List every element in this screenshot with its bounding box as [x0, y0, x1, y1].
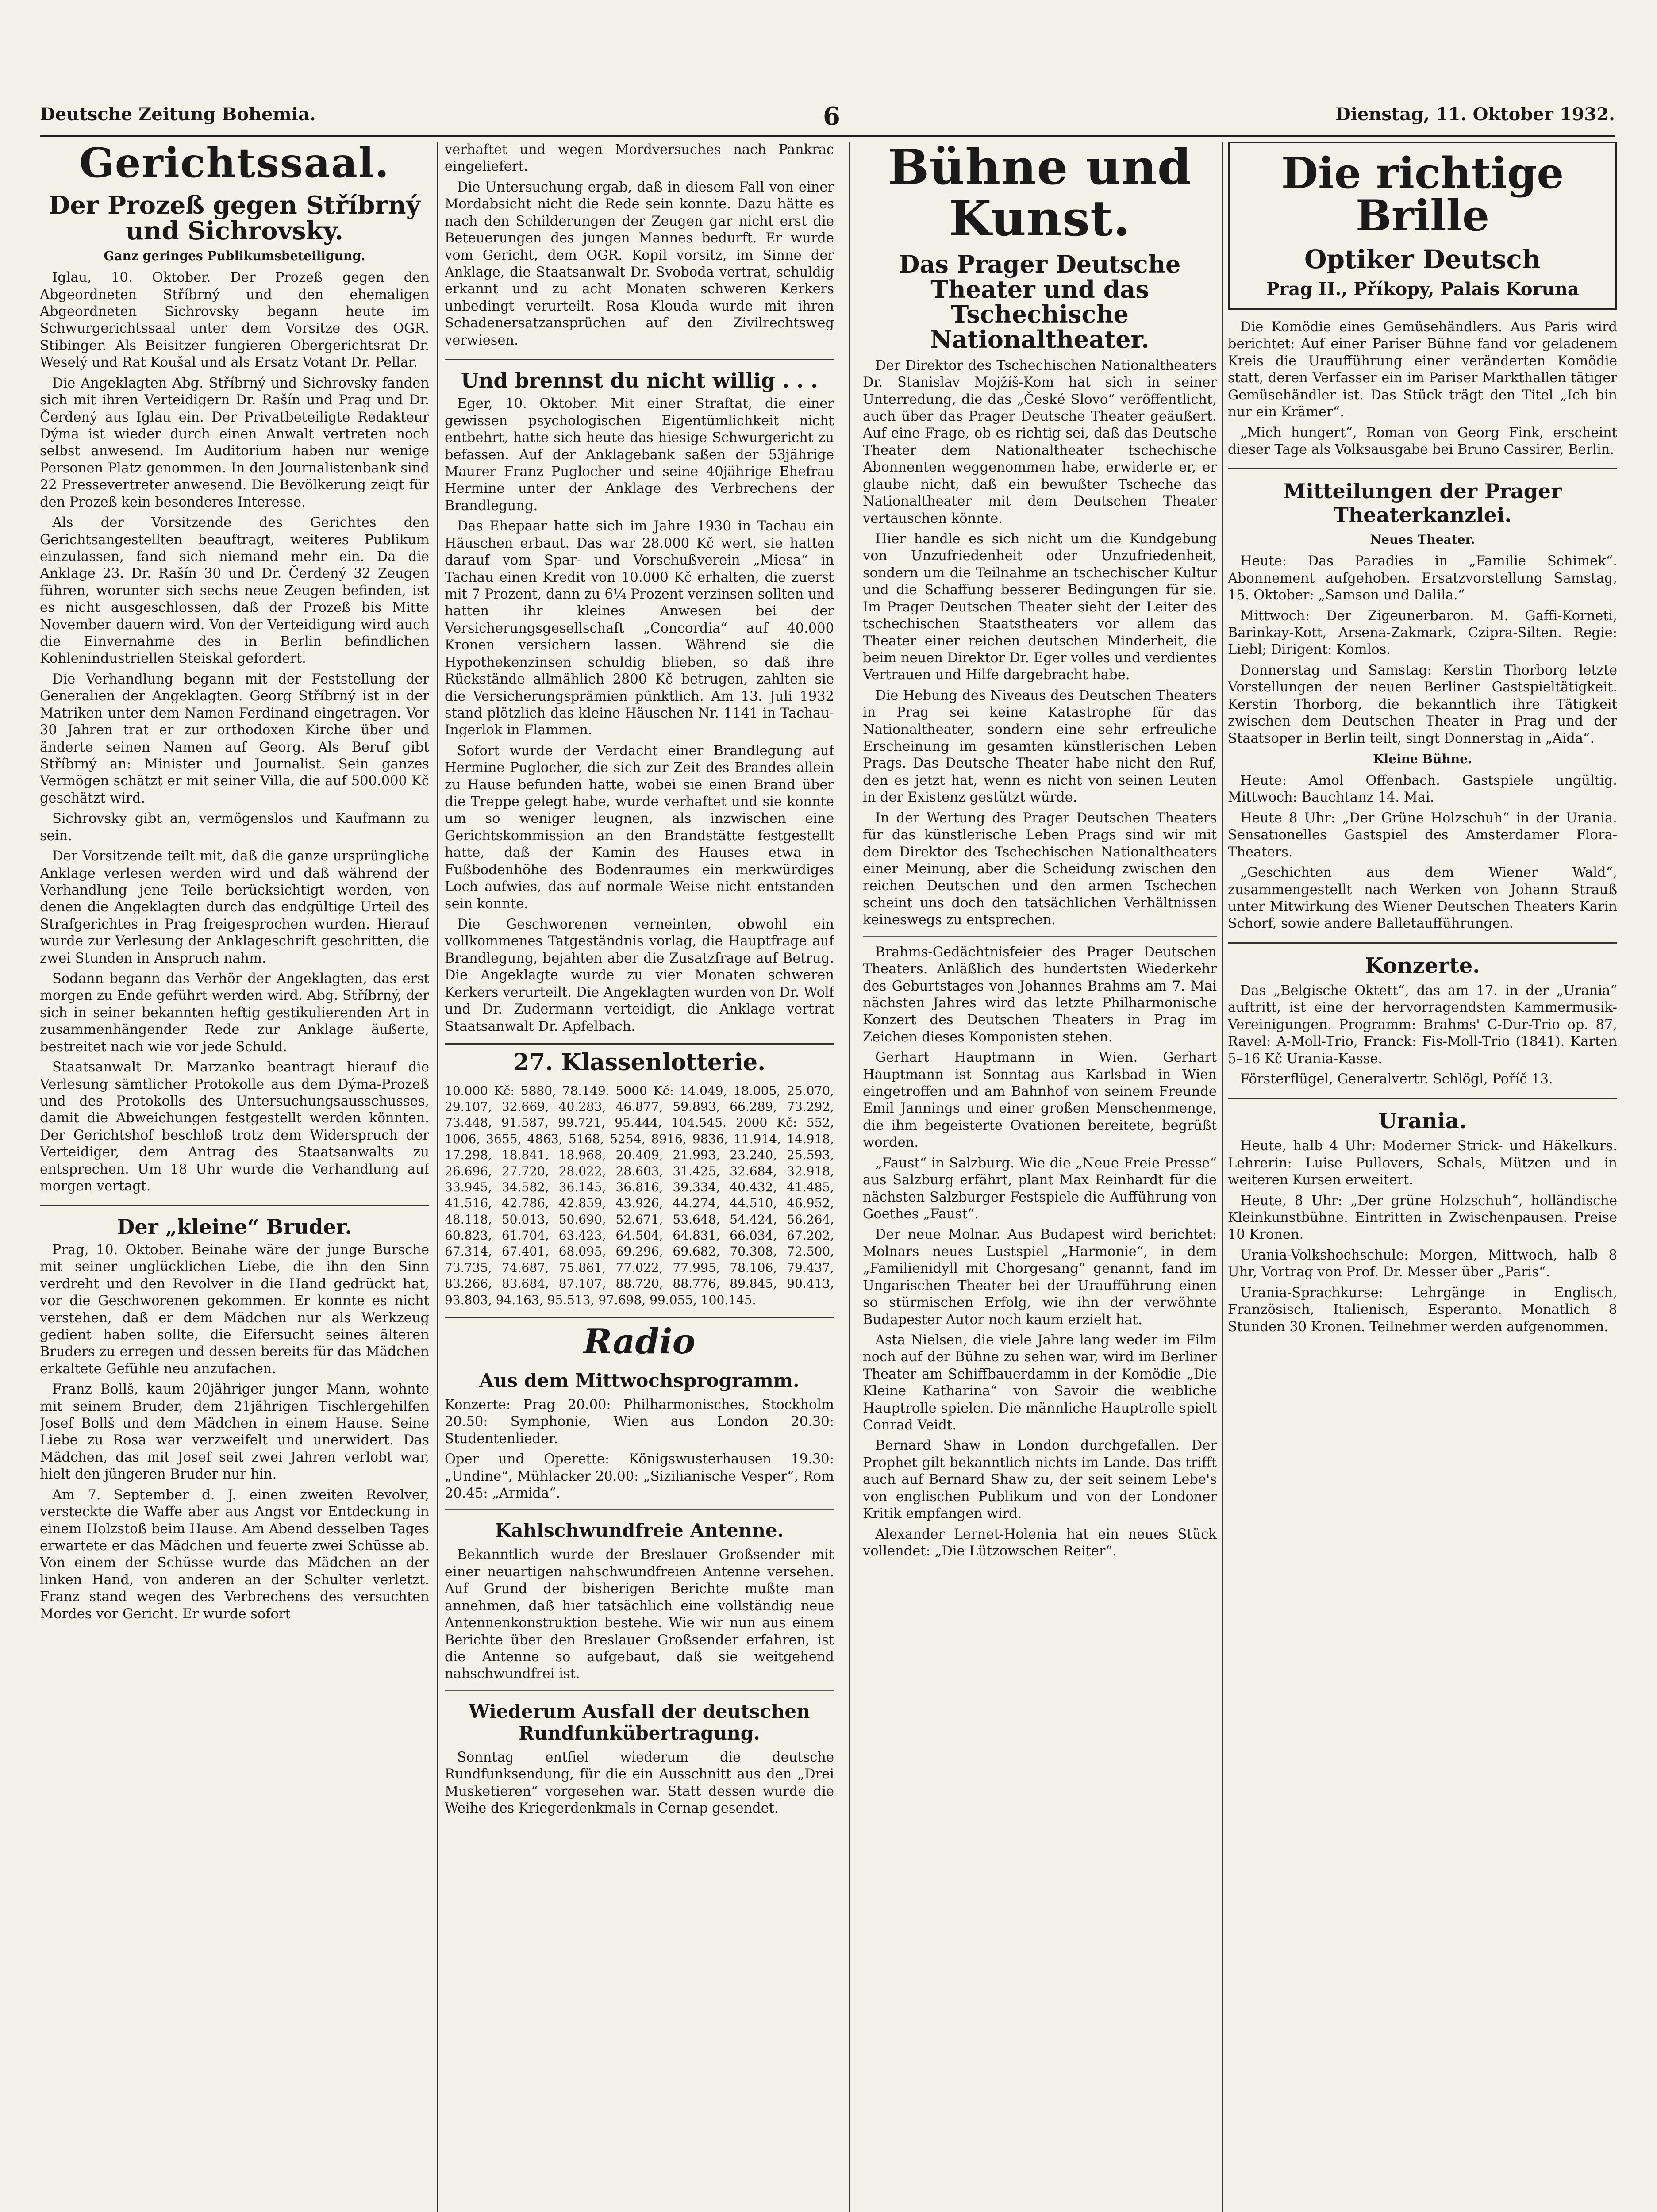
paragraph: Prag, 10. Oktober. Beinahe wäre der junge Bursche mit seiner unglücklichen Liebe, die ihn den Sinn verdreht und den Revolver in die Hand gedrückt hat, vor die Geschworenen gekommen. Er konnte es nicht verstehen, daß er dem Mädchen nur als Werkzeug gedient haben sollte, die Eifersucht seines älteren Bruders zu erregen und dessen bereits für das Mädchen erkaltete Gefühle neu anzufachen.	[40, 1242, 429, 1377]
paragraph: Die Hebung des Niveaus des Deutschen Theaters in Prag sei keine Katastrophe für das Nationaltheater, sondern eine sehr erfreuliche Erscheinung im gesamten künstlerischen Leben Prags. Das Deutsche Theater habe nicht den Ruf, den es jetzt hat, wenn es nicht von seinen Leuten in der Existenz gestützt würde.	[863, 687, 1217, 806]
paragraph: Bernard Shaw in London durchgefallen. Der Prophet gilt bekanntlich nichts im Lande. Das trifft auch auf Bernard Shaw zu, der seit seinem Lebe's von englischen Publikum und von der Londoner Kritik empfangen wird.	[863, 1438, 1217, 1522]
paragraph: Die Untersuchung ergab, daß in diesem Fall von einer Mordabsicht nicht die Rede sein konnte. Dazu hätte es nach den Schilderungen der Zeugen gar nicht erst die Beteuerungen des jungen Mannes bedurft. Er wurde vom Gericht, dem OGR. Kopil vorsitz, im Sinne der Anklage, die Staatsanwalt Dr. Svoboda vertrat, schuldig erkannt und zu acht Monaten schweren Kerkers unbedingt verurteilt. Rosa Klouda wurde mit ihren Schadenersatzansprüchen auf den Zivilrechtsweg verwiesen.	[445, 179, 834, 348]
article-title: Der „kleine“ Bruder.	[117, 1214, 352, 1239]
paragraph: Die Komödie eines Gemüsehändlers. Aus Paris wird berichtet: Auf einer Pariser Bühne fand vor geladenem Kreis die Uraufführung einer veränderten Komödie statt, deren Verfasser ein im Pariser Markthallen tätiger Gemüsehändler ist. Das Stück trägt den Titel „Ich bin nur ein Krämer“.	[1228, 319, 1617, 420]
paragraph: In der Wertung des Prager Deutschen Theaters für das künstlerische Leben Prags sind wir mit dem Direktor des Tschechischen Nationaltheaters einer Meinung, aber die Scheidung zwischen den reichen Deutschen und den armen Tschechen scheint uns doch den tatsächlichen Verhältnissen keineswegs zu entsprechen.	[863, 810, 1217, 928]
paragraph: Der Direktor des Tschechischen Nationaltheaters Dr. Stanislav Mojžíš-Kom hat sich in seiner Unterredung, die das „České Slovo“ veröffentlicht, auch über das Prager Deutsche Theater geäußert. Auf eine Frage, ob es richtig sei, daß das Deutsche Theater dem Nationaltheater tschechische Abonnenten weggenommen habe, erwiderte er, er glaube nicht, daß ein bewußter Tscheche das Nationaltheater mit dem Deutschen Theater vertauschen könnte.	[863, 357, 1217, 526]
divider	[445, 359, 834, 360]
ad-shop-name: Optiker Deutsch	[1304, 244, 1541, 274]
article-title: Und brennst du nicht willig . . .	[461, 369, 818, 393]
paragraph: Der Vorsitzende teilt mit, daß die ganze ursprüngliche Anklage verlesen werden wird und daß während der Verhandlung jene Teile berücksichtigt werden, von denen die Angeklagten durch das endgültige Urteil des Strafgerichtes in Prag freigesprochen wurden. Hierauf wurde zur Verlesung der Anklageschrift geschritten, die zwei Stunden in Anspruch nahm.	[40, 849, 429, 966]
paragraph: Konzerte: Prag 20.00: Philharmonisches, Stockholm 20.50: Symphonie, Wien aus London 20.30: Studentenlieder.	[445, 1397, 834, 1447]
radio-heading: Radio	[445, 1317, 834, 1360]
paragraph: „Faust“ in Salzburg. Wie die „Neue Freie Presse“ aus Salzburg erfährt, plant Max Reinhardt für die nächsten Salzburger Festspiele die Aufführung von Goethes „Faust“.	[863, 1155, 1217, 1222]
divider	[445, 1690, 834, 1691]
section-heading-urania: Urania.	[1378, 1109, 1467, 1134]
paragraph: verhaftet und wegen Mordversuches nach Pankrac eingeliefert.	[445, 142, 834, 175]
paragraph: Als der Vorsitzende des Gerichtes den Gerichtsangestellten beauftragt, weiteres Publikum einzulassen, fand sich niemand mehr ein. Da die Anklage 23. Dr. Rašín 30 und Dr. Čerdený 32 Zeugen führen, worunter sich sechs neue Zeugen befinden, ist es nicht ausgeschlossen, daß der Prozeß bis Mitte November dauern wird. Von der Verteidigung wird auch die Einvernahme des in Berlin befindlichen Kohlenindustriellen Steiskal gefordert.	[40, 515, 429, 667]
paragraph: Försterflügel, Generalvertr. Schlögl, Poříč 13.	[1240, 1071, 1553, 1087]
article-body	[40, 269, 429, 1195]
article-lede: Ganz geringes Publikumsbeteiligung.	[104, 249, 365, 264]
paragraph: Heute: Das Paradies in „Familie Schimek“. Abonnement aufgehoben. Ersatzvorstellung Samstag, 15. Oktober: „Samson und Dalila.“	[1228, 553, 1617, 603]
paragraph: Urania-Sprachkurse: Lehrgänge in Englisch, Französisch, Italienisch, Esperanto. Monatlich 8 Stunden 30 Kronen. Teilnehmer werden aufgenommen.	[1228, 1285, 1617, 1335]
divider	[863, 936, 1217, 937]
paragraph: Oper und Operette: Königswusterhausen 19.30: „Undine“, Mühlacker 20.00: „Sizilianische Vesper“, Rom 20.45: „Armida“.	[445, 1452, 834, 1502]
paragraph: Hier handle es sich nicht um die Kundgebung von Unzufriedenheit oder Unzufriedenheit, sondern um die Teilnahme an tschechischer Kultur und die Schaffung besserer Bedingungen für sie. Im Prager Deutschen Theater sieht der Leiter des tschechischen Staatstheaters vor allem das Theater einer reichen deutschen Minderheit, die beim neuen Direktor Dr. Eger volles und verdientes Vertrauen und Hilfe dargebracht habe.	[863, 531, 1217, 683]
section-heading-gerichtssaal: Gerichtssaal.	[79, 142, 390, 187]
section-heading-konzerte: Konzerte.	[1365, 953, 1480, 978]
section-subheading: Neues Theater.	[1370, 532, 1475, 547]
section-subheading: Kleine Bühne.	[1373, 752, 1472, 767]
section-heading-theaterkanzlei: Mitteilungen der Prager Theaterkanzlei.	[1283, 479, 1562, 527]
advertisement-optiker	[1228, 142, 1617, 310]
paragraph: Der neue Molnar. Aus Budapest wird berichtet: Molnars neues Lustspiel „Harmonie“, in dem „Familienidyll mit Chorgesang“ genannt, fand im Ungarischen Theater bei der Uraufführung einen so stürmischen Erfolg, wie ihn der verwöhnte Budapester Autor noch kaum erzielt hat.	[863, 1227, 1217, 1328]
lottery-numbers: 10.000 Kč: 5880, 78.149. 5000 Kč: 14.049, 18.005, 25.070, 29.107, 32.669, 40.283, 46.877, 59.893, 66.289, 73.292, 73.448, 91.587, 99.721, 95.444, 104.545. 2000 Kč: 552, 1006, 3655, 4863, 5168, 5254, 8916, 9836, 11.914, 14.918, 17.298, 18.841, 18.968, 20.409, 21.993, 23.240, 25.593, 26.696, 27.720, 28.022, 28.603, 31.425, 32.684, 32.918, 33.945, 34.582, 36.145, 36.816, 39.334, 40.432, 41.485, 41.516, 42.786, 42.859, 43.926, 44.274, 44.510, 46.952, 48.118, 50.013, 50.690, 52.671, 53.648, 54.424, 56.264, 60.823, 61.704, 63.423, 64.504, 64.831, 66.034, 67.202, 67.314, 67.401, 68.095, 69.296, 69.682, 70.308, 72.500, 73.735, 74.687, 75.861, 77.022, 77.995, 78.106, 79.437, 83.266, 83.684, 87.107, 88.720, 88.776, 89.845, 90.413, 93.803, 94.163, 95.513, 97.698, 99.055, 100.145.	[445, 1083, 834, 1307]
paragraph: Sofort wurde der Verdacht einer Brandlegung auf Hermine Puglocher, die sich zur Zeit des Brandes allein zu Hause befunden hatte, wobei sie einen Brand über die Treppe gelegt habe, wurde verhaftet und sie konnte um so weniger leugnen, als inzwischen eine Gerichtskommission an den Brandstätte festgestellt hatte, daß der Kamin des Hauses etwa in Fußbodenhöhe des Bodenraumes ein merkwürdiges Loch aufwies, das auf normale Weise nicht entstanden sein konnte.	[445, 743, 834, 912]
paragraph: Heute, halb 4 Uhr: Moderner Strick- und Häkelkurs. Lehrerin: Luise Pullovers, Schals, Mützen und in weiteren Kursen erweitert.	[1228, 1138, 1617, 1188]
divider	[1228, 468, 1617, 469]
paragraph: „Mich hungert“, Roman von Georg Fink, erscheint dieser Tage als Volksausgabe bei Bruno Cassirer, Berlin.	[1228, 425, 1617, 457]
article-title: Der Prozeß gegen Stříbrný und Sichrovsky.	[48, 190, 421, 246]
column-4	[1228, 142, 1617, 2212]
paragraph: Asta Nielsen, die viele Jahre lang weder im Film noch auf der Bühne zu sehen war, wird im Berliner Theater am Schiffbauerdamm in der Komödie „Die Kleine Katharina“ von Savoir die weibliche Hauptrolle spielen. Die männliche Hauptrolle spielt Conrad Veidt.	[863, 1332, 1217, 1433]
paragraph: Die Verhandlung begann mit der Feststellung der Generalien der Angeklagten. Georg Stříbrný ist in der Matriken unter dem Namen Ferdinand eingetragen. Vor 30 Jahren trat er zur orthodoxen Kirche über und änderte seinen Namen auf Georg. Als Beruf gibt Stříbrný an: Minister und Journalist. Sein ganzes Vermögen schätzt er mit seiner Villa, die auf 500.000 Kč geschätzt wird.	[40, 671, 429, 806]
paragraph: Brahms-Gedächtnisfeier des Prager Deutschen Theaters. Anläßlich des hundertsten Wiederkehr des Geburtstages von Johannes Brahms am 7. Mai nächsten Jahres wird das letzte Philharmonische Konzert des Deutschen Theaters in Prag im Zeichen dieses Komponisten stehen.	[863, 944, 1217, 1045]
page-number: 6	[823, 102, 840, 131]
paragraph: Heute: Amol Offenbach. Gastspiele ungültig. Mittwoch: Bauchtanz 14. Mai.	[1228, 773, 1617, 806]
paragraph: Am 7. September d. J. einen zweiten Revolver, versteckte die Waffe aber aus Angst vor Entdeckung in einem Holzstoß beim Hause. Am Abend desselben Tages erwartete er das Mädchen und feuerte zwei Schüsse ab. Von einem der Schüsse wurde das Mädchen an der linken Hand, von anderen an der Schulter verletzt. Franz stand wegen des Verbrechens des versuchten Mordes vor Gericht. Er wurde sofort	[40, 1487, 429, 1622]
paragraph: Die Angeklagten Abg. Stříbrný und Sichrovsky fanden sich mit ihren Verteidigern Dr. Rašín und Prag und Dr. Čerdený aus Iglau ein. Der Privatbeteiligte Redakteur Dýma ist wieder durch einen Anwalt vertreten noch selbst anwesend. Im Auditorium haben nur wenige Personen Platz genommen. In den Journalistenbank sind 22 Pressevertreter anwesend. Die Bevölkerung zeigt für den Prozeß kein besonderes Interesse.	[40, 375, 429, 510]
divider	[1228, 942, 1617, 944]
column-rule	[437, 142, 438, 2212]
paragraph: Heute, 8 Uhr: „Der grüne Holzschuh“, holländische Kleinkunstbühne. Eintritten in Zwischenpausen. Preise 10 Kronen.	[1228, 1193, 1617, 1243]
paragraph: Sichrovsky gibt an, vermögenslos und Kaufmann zu sein.	[40, 811, 429, 844]
paragraph: Das Ehepaar hatte sich im Jahre 1930 in Tachau ein Häuschen erbaut. Das war 28.000 Kč wert, sie hatten darauf vom Spar- und Vorschußverein „Miesa“ in Tachau einen Kredit von 10.000 Kč erhalten, die zuerst mit 7 Prozent, dann zu 6¼ Prozent verzinsen sollten und hatten ihr kleines Anwesen bei der Versicherungsgesellschaft „Concordia“ auf 40.000 Kronen versichern lassen. Während sie die Hypothekenzinsen schuldig blieben, so daß ihre Rückstände allmählich 2800 Kč betrugen, zahlten sie die Versicherungsprämien pünktlich. Am 13. Juli 1932 stand plötzlich das kleine Häuschen Nr. 1141 in Tachau-Ingerlok in Flammen.	[445, 518, 834, 738]
paragraph: Gerhart Hauptmann in Wien. Gerhart Hauptmann ist Sonntag aus Karlsbad in Wien eingetroffen und am Bahnhof von seinem Freunde Emil Jannings und einer großen Menschenmenge, die ihm begeisterte Ovationen bereitete, begrüßt worden.	[863, 1050, 1217, 1151]
paragraph: Franz Bollš, kaum 20jähriger junger Mann, wohnte mit seinem Bruder, dem 21jährigen Tischlergehilfen Josef Bollš und dem Mädchen in einem Hause. Seine Liebe zu Rosa war verzweifelt und unerwidert. Das Mädchen, das mit Josef seit zwei Jahren verlobt war, hielt den jüngeren Bruder nur hin.	[40, 1382, 429, 1482]
paragraph: Mittwoch: Der Zigeunerbaron. M. Gaffi-Korneti, Barinkay-Kott, Arsena-Zakmark, Czipra-Silten. Regie: Liebl; Dirigent: Komlos.	[1228, 608, 1617, 658]
column-rule	[849, 142, 850, 2212]
article-body	[40, 1242, 429, 1623]
radio-subheading: Aus dem Mittwochsprogramm.	[479, 1369, 800, 1391]
ad-address: Prag II., Příkopy, Palais Koruna	[1266, 279, 1579, 300]
paragraph: Bekanntlich wurde der Breslauer Großsender mit einer neuartigen nahschwundfreien Antenne versehen. Auf Grund der bisherigen Berichte mußte man annehmen, daß hier tatsächlich eine vollständig neue Antennenkonstruktion bestehe. Wie wir nun aus einem Berichte über den Breslauer Großsender erfahren, ist die Antenne so aufgebaut, daß sie weitgehend nahschwundfrei ist.	[445, 1547, 834, 1682]
paragraph: Urania-Volkshochschule: Morgen, Mittwoch, halb 8 Uhr, Vortrag von Prof. Dr. Messer über „Paris“.	[1228, 1247, 1617, 1280]
paragraph: Heute 8 Uhr: „Der Grüne Holzschuh“ in der Urania. Sensationelles Gastspiel des Amsterdamer Flora-Theaters.	[1228, 810, 1617, 860]
column-1	[40, 142, 429, 2212]
masthead	[40, 104, 1615, 137]
paragraph: „Geschichten aus dem Wiener Wald“, zusammengestellt nach Werken von Johann Strauß unter Mitwirkung des Wiener Deutschen Theaters Karin Schorf, sowie andere Balletaufführungen.	[1228, 865, 1617, 932]
paragraph: Sonntag entfiel wiederum die deutsche Rundfunksendung, für die ein Ausschnitt aus den „Drei Musketieren“ vorgesehen war. Statt dessen wurde die Weihe des Kriegerdenkmals in Cernap gesendet.	[445, 1749, 834, 1816]
divider	[445, 1509, 834, 1510]
paragraph: Alexander Lernet-Holenia hat ein neues Stück vollendet: „Die Lützowschen Reiter“.	[863, 1526, 1217, 1559]
issue-date: Dienstag, 11. Oktober 1932.	[1335, 104, 1615, 125]
lottery-heading: 27. Klassenlotterie.	[445, 1043, 834, 1075]
paragraph: Donnerstag und Samstag: Kerstin Thorborg letzte Vorstellungen der neuen Berliner Gastspieltätigkeit. Kerstin Thorborg, die bekanntlich ihre Tätigkeit zwischen dem Deutschen Theater in Prag und der Staatsoper in Berlin teilt, singt Donnerstag in „Aida“.	[1228, 662, 1617, 746]
paragraph: Eger, 10. Oktober. Mit einer Straftat, die einer gewissen psychologischen Eigentümlichkeit nicht entbehrt, hatte sich heute das hiesige Schwurgericht zu befassen. Auf der Anklagebank saßen der 53jährige Maurer Franz Puglocher und seine 40jährige Ehefrau Hermine unter der Anklage des Verbrechens der Brandlegung.	[445, 396, 834, 514]
radio-subheading: Kahlschwundfreie Antenne.	[495, 1520, 784, 1542]
paragraph: Iglau, 10. Oktober. Der Prozeß gegen den Abgeordneten Stříbrný und den ehemaligen Abgeordneten Sichrovsky begann heute im Schwurgerichtssaal unter dem Vorsitze des OGR. Stibinger. Als Beisitzer fungieren Obergerichtsrat Dr. Weselý und Rat Koušal und als Ersatz Votant Dr. Pellar.	[40, 270, 429, 371]
section-heading-buehne: Bühne und Kunst.	[888, 142, 1192, 247]
radio-subheading: Wiederum Ausfall der deutschen Rundfunkübertragung.	[469, 1700, 810, 1744]
ad-title: Die richtige Brille	[1281, 148, 1564, 241]
column-rule	[1222, 142, 1223, 2212]
paragraph: Staatsanwalt Dr. Marzanko beantragt hierauf die Verlesung sämtlicher Protokolle aus dem Dýma-Prozeß und des Protokolls des Untersuchungsausschusses, damit die Abweichungen festgestellt werden könnten. Der Gerichtshof beschloß trotz dem Widerspruch der Verteidiger, dem Antrag des Staatsanwalts zu entsprechen. Um 18 Uhr wurde die Verhandlung auf morgen vertagt.	[40, 1060, 429, 1194]
column-2	[445, 142, 834, 2212]
paragraph: Die Geschworenen verneinten, obwohl ein vollkommenes Tatgeständnis vorlag, die Hauptfrage auf Brandlegung, bejahten aber die Zusatzfrage auf Betrug. Die Angeklagte wurde zu vier Monaten schweren Kerkers verurteilt. Die Angeklagten wurden von Dr. Wolf und Dr. Zudermann verteidigt, die Anklage vertrat Staatsanwalt Dr. Apfelbach.	[445, 917, 834, 1034]
divider	[1228, 1098, 1617, 1099]
paragraph: Das „Belgische Oktett“, das am 17. in der „Urania“ auftritt, ist eine der hervorragendsten Kammermusik-Vereinigungen. Programm: Brahms' C-Dur-Trio op. 87, Ravel: A-Moll-Trio, Franck: Fis-Moll-Trio (1841). Karten 5–16 Kč Urania-Kasse.	[1228, 983, 1617, 1067]
divider	[40, 1205, 429, 1206]
paragraph: Sodann begann das Verhör der Angeklagten, das erst morgen zu Ende geführt werden wird. Abg. Stříbrný, der sich in seiner bekannten heftig gestikulierenden Art in zusammenhängender Rede zur Anklage äußerte, bestreitet nach wie vor jede Schuld.	[40, 971, 429, 1055]
article-title: Das Prager Deutsche Theater und das Tschechische Nationaltheater.	[899, 250, 1181, 354]
column-3	[863, 142, 1217, 2212]
newspaper-name: Deutsche Zeitung Bohemia.	[40, 104, 316, 125]
